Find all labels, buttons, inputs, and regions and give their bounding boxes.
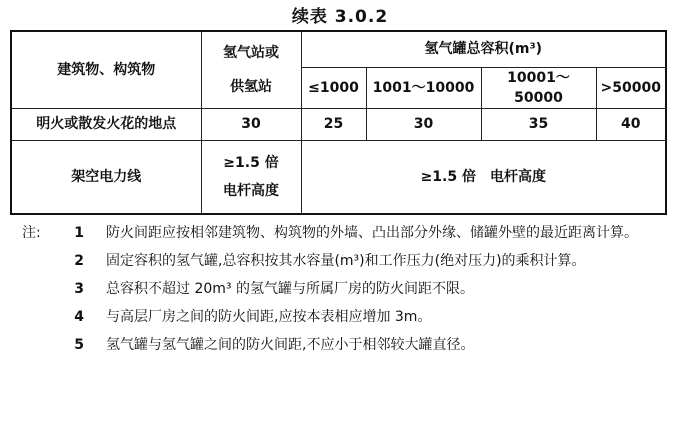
note-item: [22, 306, 672, 328]
header-station: [201, 31, 301, 108]
header-tank-volume: 氢气罐总容积(m³): [301, 31, 666, 67]
header-station-line1: 氢气站或: [223, 44, 279, 61]
note-item: [22, 250, 672, 272]
note-number: 1: [74, 225, 84, 241]
row-fire-value-3: 35: [481, 108, 596, 140]
header-station-line2: 供氢站: [230, 78, 272, 95]
row-fire-value-4: 40: [596, 108, 666, 140]
header-building: 建筑物、构筑物: [11, 31, 201, 108]
row-power-line: [11, 140, 666, 214]
note-item: [22, 278, 672, 300]
note-text: 固定容积的氢气罐,总容积按其水容量(m³)和工作压力(绝对压力)的乘积计算。: [106, 253, 586, 269]
notes-prefix: 注:: [22, 225, 41, 241]
note-text: 氢气罐与氢气罐之间的防火间距,不应小于相邻较大罐直径。: [106, 337, 475, 353]
notes-section: [22, 222, 672, 362]
note-number: 4: [74, 309, 84, 325]
row-power-station-line1: ≥1.5 倍: [223, 154, 279, 171]
note-item: [22, 222, 672, 244]
row-fire-value-2: 30: [366, 108, 481, 140]
row-power-merged: ≥1.5 倍 电杆高度: [301, 140, 666, 214]
note-text: 与高层厂房之间的防火间距,应按本表相应增加 3m。: [106, 309, 432, 325]
note-text: 总容积不超过 20m³ 的氢气罐与所属厂房的防火间距不限。: [106, 281, 474, 297]
row-power-station-line2: 电杆高度: [223, 182, 279, 199]
spacing-table: [10, 30, 667, 215]
row-power-label: 架空电力线: [11, 140, 201, 214]
header-row-1: [11, 31, 666, 67]
row-fire-label: 明火或散发火花的地点: [11, 108, 201, 140]
volume-col-4: >50000: [596, 67, 666, 108]
volume-col-1: ≤1000: [301, 67, 366, 108]
note-number: 3: [74, 281, 84, 297]
note-number: 2: [74, 253, 84, 269]
note-number: 5: [74, 337, 84, 353]
row-fire-station: 30: [201, 108, 301, 140]
table-title: 续表 3.0.2: [291, 7, 389, 27]
row-fire-value-1: 25: [301, 108, 366, 140]
row-open-fire: [11, 108, 666, 140]
note-item: [22, 334, 672, 356]
row-power-station: [201, 140, 301, 214]
volume-col-3: 10001～50000: [481, 67, 596, 108]
note-text: 防火间距应按相邻建筑物、构筑物的外墙、凸出部分外缘、储罐外壁的最近距离计算。: [106, 225, 638, 241]
volume-col-2: 1001～10000: [366, 67, 481, 108]
